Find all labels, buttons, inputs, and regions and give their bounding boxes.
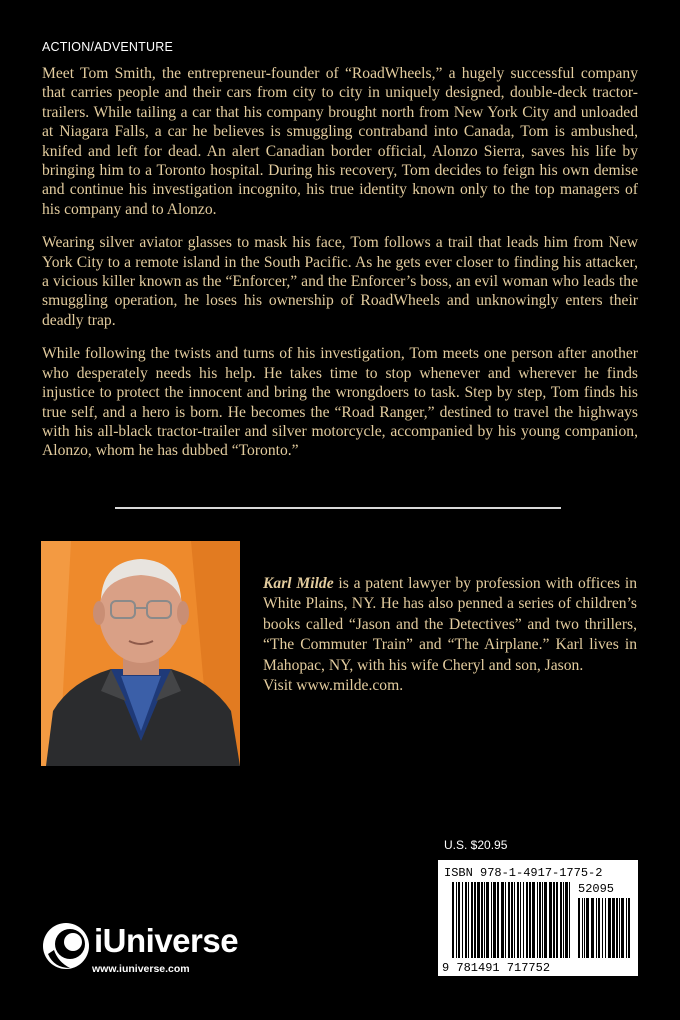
barcode-bar — [549, 882, 552, 958]
iuniverse-swirl-icon — [40, 920, 92, 972]
barcode-bar — [456, 882, 457, 958]
publisher-url: www.iuniverse.com — [92, 963, 190, 975]
barcode-bar — [484, 882, 485, 958]
barcode-bar — [628, 898, 630, 958]
barcode-bar — [563, 882, 564, 958]
barcode-bar — [565, 882, 568, 958]
barcode-bar — [591, 898, 594, 958]
publisher-name: iUniverse — [94, 922, 239, 959]
author-name: Karl Milde — [263, 575, 334, 592]
barcode-bar — [474, 882, 476, 958]
barcode-bar — [458, 882, 460, 958]
barcode-bar — [619, 898, 620, 958]
barcode-bar — [511, 882, 513, 958]
barcode-bar — [471, 882, 473, 958]
description-paragraph: While following the twists and turns of his investigation, Tom meets one person after another who desperately needs his help. He takes time to stop whenever and wherever he finds injustice to protect the innocent and bring the wrongdoers to task. Step by step, Tom finds his true self, and a hero is born. He becomes the “Road Ranger,” destined to travel the highways with his all-black tractor-trailer and silver motorcycle, accompanied by his young companion, Alonzo, whom he has dubbed “Toronto.” — [42, 345, 638, 460]
barcode-bar — [598, 898, 600, 958]
barcode-graphic — [438, 860, 638, 976]
barcode-bar — [532, 882, 535, 958]
barcode-bar — [584, 898, 585, 958]
author-photo — [41, 541, 240, 766]
author-website: Visit www.milde.com. — [263, 677, 404, 695]
barcode-bar — [582, 898, 583, 958]
isbn-number: ISBN 978-1-4917-1775-2 — [444, 866, 603, 880]
price-addon-code: 52095 — [578, 882, 615, 896]
barcode-bar — [465, 882, 467, 958]
barcode-bar — [626, 898, 627, 958]
barcode-bar — [508, 882, 510, 958]
barcode-bar — [493, 882, 496, 958]
barcode-bar — [526, 882, 528, 958]
barcode-bar — [505, 882, 506, 958]
barcode-bar — [520, 882, 521, 958]
barcode-bar — [481, 882, 483, 958]
barcode-bar — [596, 898, 597, 958]
barcode-bar — [542, 882, 543, 958]
author-bio — [263, 574, 637, 696]
barcode-bar — [537, 882, 538, 958]
addon-bars — [578, 898, 630, 958]
description-paragraph: Wearing silver aviator glasses to mask his face, Tom follows a trail that leads him from New York City to a remote island in the South Pacific. As he gets ever closer to finding his attacker, a vicious killer known as the “Enforcer,” and the Enforcer’s boss, an evil woman who leads the smuggling operation, he loses his ownership of RoadWheels and unknowingly enters their deadly trap. — [42, 234, 638, 329]
price-label: U.S. $20.95 — [444, 838, 508, 852]
barcode-bar — [517, 882, 519, 958]
barcode-bar — [523, 882, 524, 958]
barcode-digits: 9 781491 717752 — [442, 961, 551, 975]
barcode-bar — [462, 882, 463, 958]
barcode-bars — [452, 882, 570, 958]
isbn-barcode — [438, 860, 638, 976]
barcode-bar — [544, 882, 547, 958]
barcode-bar — [452, 882, 454, 958]
book-description — [42, 64, 638, 475]
publisher-logo — [40, 918, 270, 980]
genre-label: ACTION/ADVENTURE — [42, 40, 173, 54]
barcode-bar — [477, 882, 480, 958]
barcode-bar — [608, 898, 611, 958]
barcode-bar — [514, 882, 515, 958]
description-paragraph: Meet Tom Smith, the entrepreneur-founder of “RoadWheels,” a hugely successful company that carries people and their cars from city to city in uniquely designed, double-deck tractor-trailers. While tailing a car that his company brought north from New York City and unloaded at Niagara Falls, a car he believes is smuggling contraband into Canada, Tom is ambushed, knifed and left for dead. An alert Canadian border official, Alonzo Sierra, saves his life by bringing him to a Toronto hospital. During his recovery, Tom decides to feign his own demise and continue his investigation incognito, his true identity known only to the top managers of his company and to Alonzo. — [42, 65, 638, 218]
barcode-bar — [602, 898, 603, 958]
barcode-bar — [468, 882, 469, 958]
barcode-bar — [560, 882, 562, 958]
barcode-bar — [529, 882, 531, 958]
barcode-bar — [578, 898, 580, 958]
barcode-bar — [569, 882, 570, 958]
barcode-bar — [556, 882, 558, 958]
section-divider — [115, 507, 561, 509]
barcode-bar — [612, 898, 615, 958]
author-bio-text: is a patent lawyer by profession with offices in White Plains, NY. He has also penned a series of children’s books called “Jason and the Detectives” and two thrillers, “The Commuter Train” and “The Airplane.” Karl lives in Mahopac, NY, with his wife Cheryl and son, Jason. — [263, 575, 637, 674]
barcode-bar — [539, 882, 541, 958]
barcode-bar — [605, 898, 606, 958]
barcode-bar — [586, 898, 589, 958]
barcode-bar — [486, 882, 489, 958]
barcode-bar — [616, 898, 618, 958]
barcode-bar — [621, 898, 624, 958]
author-portrait-illustration — [41, 541, 240, 766]
barcode-bar — [497, 882, 499, 958]
barcode-bar — [553, 882, 555, 958]
barcode-bar — [491, 882, 492, 958]
barcode-bar — [501, 882, 504, 958]
